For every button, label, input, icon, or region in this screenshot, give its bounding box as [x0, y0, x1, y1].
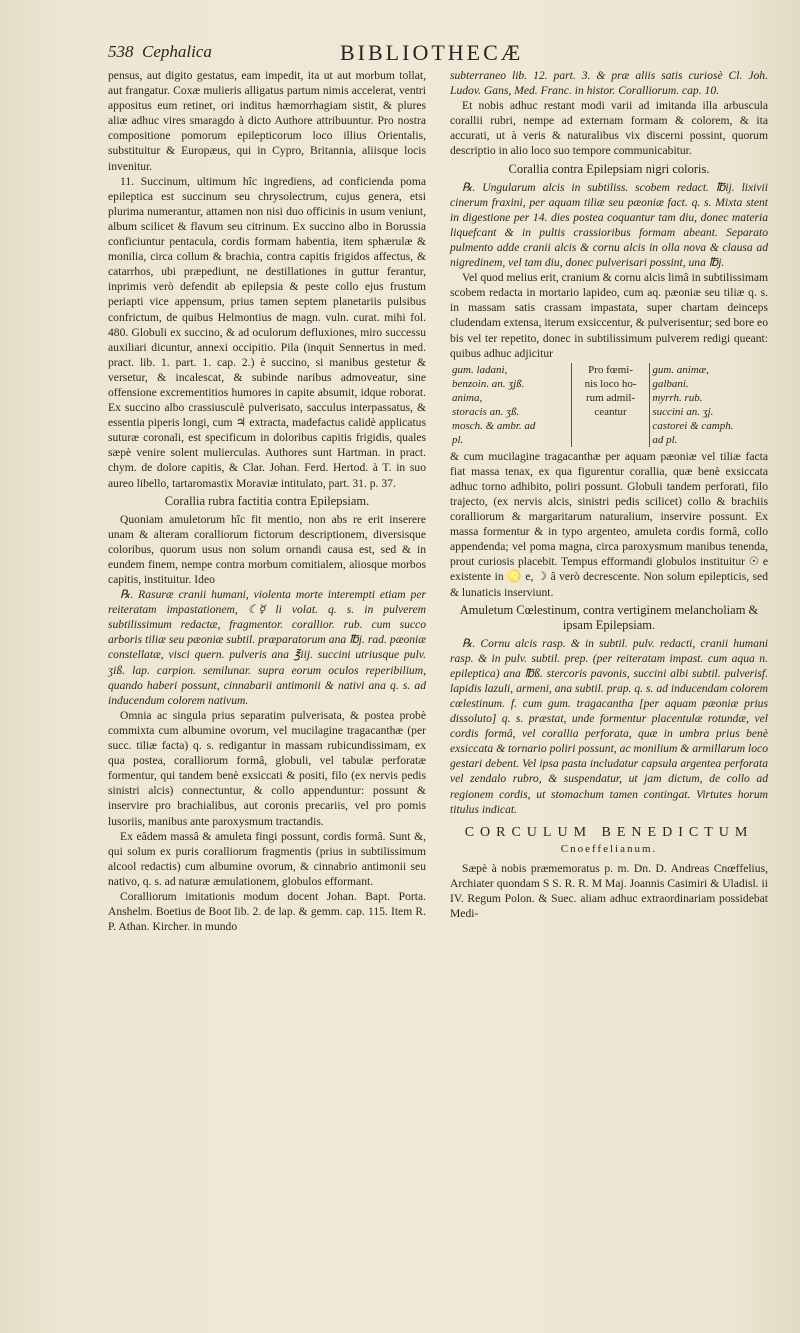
- recipe: ℞. Cornu alcis rasp. & in subtil. pulv. redacti, cranii humani rasp. & in pulv. subtil. prep. (per reiteratam impast. cum aqua n. epileptica) ana ℔ß. stercoris pavonis, succini albi subtil. pulverisf. lapidis lazuli, armeni, ana subtil. prap. q. s. ad inducendam colorem cœlestinum. f. cum gum. tragacantha [per aquam pæoniæ prius dissoluto] q. s. præstat, unde formentur placentulæ rotundæ, vel cordis formâ, vel corallia perforata, quæ in umbra prius benè exsiccata & tornario poliri possunt, ac monilium & armillarum loco gestari debent. Vel ipsa pasta includatur capsula argentea perforata vel zendalo rubro, & suspendatur, ut jam dictum, de collo ad regionem cordis, ut stomachum tamen contingat. Virtutes horum titulus indicat.: [450, 636, 768, 816]
- page-header: [108, 40, 772, 66]
- section-heading: Amuletum Cœlestinum, contra vertiginem melancholiam & ipsam Epilepsiam.: [459, 602, 759, 632]
- chapter-subtitle: Cnoeffelianum.: [560, 842, 658, 855]
- ingredient: mosch. & ambr. ad: [452, 419, 536, 432]
- ingredient: anima,: [452, 391, 483, 404]
- paragraph: Quoniam amuletorum hîc fit mentio, non abs re erit inserere unam & alteram coralliorum fictorum descriptionem, diversisque coloribus, quorum usus non solum ornandi causa est, sed & in eundem finem, nempe contra morbum comitialem, aliosque morbos capitis, instituitur. Ideo: [108, 512, 426, 586]
- ingredient: gum. animæ,: [652, 363, 709, 376]
- paragraph: & cum mucilagine tragacanthæ per aquam pæoniæ vel tiliæ facta fiat massa tenax, ex qua figurentur corallia, quæ benè exsiccata adhuc torno adhibito, poliri possunt. Globuli tandem perforati, filo trajecto, (ex nervis alcis, sinistri pedis scilicet) collo & brachiis coralliorum & margaritarum naturalium, inservire possunt. Ex massa formentur & in typo argenteo, amuleta cordis formâ, collo appendenda; vel poma magna, circa paroxysmum manibus tenenda, prout curiosis placebit. Tempus efformandi globulos instituitur ☉ e existente in ♌ e, ☽ â verò decrescente. Non solum epilepticis, sed & lunaticis inserviunt.: [450, 449, 768, 599]
- ingredients-table: [450, 363, 768, 447]
- ingredient: pl.: [452, 433, 464, 446]
- ingredient: succini an. ʒj.: [652, 405, 714, 418]
- recipe: ℞. Ungularum alcis in subtiliss. scobem redact. ℔ij. lixivii cinerum fraxini, per aquam tiliæ seu pæoniæ fact. q. s. Mixta stent in digestione per 14. dies postea coquantur tam diu, donec materia liquefcant & in pultis crassioribus formam abeant. Separato pulmento adde cranii alcis & cornu alcis in olla nova & clausa ad nigredinem, vel tam diu, donec pulverisari possint, una ℔j.: [450, 180, 768, 270]
- section-heading: Corallia rubra factitia contra Epilepsiam.: [164, 493, 370, 508]
- ingredient: benzoin. an. ʒjß.: [452, 377, 525, 390]
- page-number: 538: [108, 42, 134, 61]
- paragraph: Sæpè à nobis præmemoratus p. m. Dn. D. Andreas Cnœffelius, Archiater quondam S S. R. R. M Maj. Joannis Casimiri & Uladisl. ii IV. Regum Polon. & Suec. aliam adhuc extraordinariam possidebat Medi-: [450, 861, 768, 921]
- paragraph: subterraneo lib. 12. part. 3. & præ aliis satis curiosè Cl. Joh. Ludov. Gans, Med. Franc. in histor. Coralliorum. cap. 10.: [450, 69, 768, 98]
- recipe: ℞. Rasuræ cranii humani, violenta morte interempti etiam per reiteratam impastationem, ☾☿ li volat. q. s. in pulverem subtilissimum redactæ, fragmentor. corallior. rub. cum succo arboris tiliæ seu pæoniæ subtil. præparatorum ana ℔j. rad. pæoniæ constellatæ, visci quern. pulveris ana ℥iij. succini utriusque pulv. ʒiß. lap. carpion. semilunar. supra eorum oculos reperibilium, quando haberi possunt, cinnabarii antimonii & nativi ana q. s. ad inducendum colorem nativum.: [108, 588, 426, 707]
- ingredient: myrrh. rub.: [652, 391, 703, 404]
- paragraph: Coralliorum imitationis modum docent Johan. Bapt. Porta. Anshelm. Boetius de Boot lib. 2. de lap. & gemm. cap. 115. Item R. P. Athan. Kircher. in mundo: [108, 889, 426, 934]
- paragraph: 11. Succinum, ultimum hîc ingrediens, ad conficienda poma epileptica est succinum seu chrysolectrum, cujus genera, etsi plurima numerantur, attamen non nisi duo officinis in usum veniunt, album scilicet & flavum seu citrinum. Ex succino albo in Borussia conficiuntur pentacula, cordis formam habentia, item sphærulæ & monilia, circa collum & brachia, contra capitis frigidos affectus, & catarrhos, ubi præpediunt, ne destillationes in guttur ferantur, inprimis verò defendit ab epilepsia & peste collo ejus frustum periapti vice appensum, prius tamen septem planetariis pulsibus confrictum, de quibus Helmontius de magn. vuln. curat. mihi fol. 480. Globuli ex succino, & ad oculorum defluxiones, miro successu auxiliari dicuntur, annexi occipitio. Pila (inquit Sennertus in med. pract. lib. 1. part. 1. cap. 2.) è succino, si manibus gestetur & versetur, & incalescat, & subinde naribus admoveatur, sine offensione excrementitios humores in capite absumit, idque roborat. Ex succino albo crassiusculè pulverisato, sacculus interpassatus, & essentia piperis longi, cum ♃ extracta, madefactus calidè applicatus suturæ coronali, est specificum in doloribus capitis frigidis, quales sæpè venire solent mulierculas. Authores sunt Hartman. in pract. chym. de dolore capitis, & Clar. Johan. Ferd. Hertod. à T. in suo aureo libello, tartaromastix Moraviæ intitulato, part. 31. p. 37.: [108, 174, 426, 490]
- running-title: BIBLIOTHECÆ: [340, 40, 524, 65]
- paragraph: Et nobis adhuc restant modi varii ad imitanda illa arbuscula corallii rubri, nempe ad externam formam & colorem, & ita accurati, ut à veris & naturalibus vix discerni possint, quorum descriptio in alio loco suo tempore communicabitur.: [450, 99, 768, 158]
- paragraph: Vel quod melius erit, cranium & cornu alcis limâ in subtilissimam scobem redacta in mortario lapideo, cum aq. pæoniæ seu tiliæ q. s. in massam satis crassam impastata, super chartam deinceps cludendam extensa, iterum exsiccentur, & pulverisentur; sed bore eo bis vel ter repetito, donec in subtilissimum pulverem redigi queant: quibus adhuc adjicitur: [450, 271, 768, 360]
- chapter-title: CORCULUM BENEDICTUM: [464, 824, 754, 840]
- section-heading: Corallia contra Epilepsiam nigri coloris.: [508, 161, 710, 176]
- ingredient: castorei & camph.: [652, 419, 734, 432]
- alternate-note: Pro fœmi- nis loco ho- rum admil- ceantur: [571, 363, 650, 447]
- section-name: Cephalica: [142, 42, 212, 61]
- ingredient: gum. ladani,: [452, 363, 508, 376]
- left-column: [108, 68, 426, 934]
- ingredient: ad pl.: [652, 433, 678, 446]
- right-column: [450, 68, 768, 921]
- paragraph: pensus, aut digito gestatus, eam impedit, ita ut aut morbum tollat, aut frangatur. Coxæ mulieris alligatus partum nimis accelerat, ventri appositus eum retinet, ori inditus hæmorrhagiam sistit, & plures aliæ adhuc vires smaragdo à dicto Authore attribuuntur. Pro nostra compositione pomorum epilepticorum loco illius Orientalis, substituitur & Europæus, qui in Cypro, Britannia, aliisque locis invenitur.: [108, 69, 426, 173]
- paragraph: Ex eâdem massâ & amuleta fingi possunt, cordis formâ. Sunt &, qui solum ex puris coralliorum fragmentis (prius in subtilissimum alcool redactis) cum albumine ovorum, & cinnabrio antimonii seu nativo, q. s. ad naturæ æmulationem, globulos efformant.: [108, 829, 426, 888]
- paragraph: Omnia ac singula prius separatim pulverisata, & postea probè commixta cum albumine ovorum, vel mucilagine tragacanthæ (per succ. tiliæ facta) q. s. redigantur in massam rubicundissimam, ex qua postea, coralliorum formâ, globuli, vel tabulæ perforatæ formentur, qui tandem benè exsiccati & positi, filo (ex nervis pedis sinistri alcis) connectuntur, & collo appenduntur: possunt & inservire pro brachialibus, aut coronis precariis, vel pro pomis lusoriis, manibus ante paroxysmum tractandis.: [108, 708, 426, 828]
- ingredient: storacis an. ʒß.: [452, 405, 520, 418]
- ingredient: galbani.: [652, 377, 689, 390]
